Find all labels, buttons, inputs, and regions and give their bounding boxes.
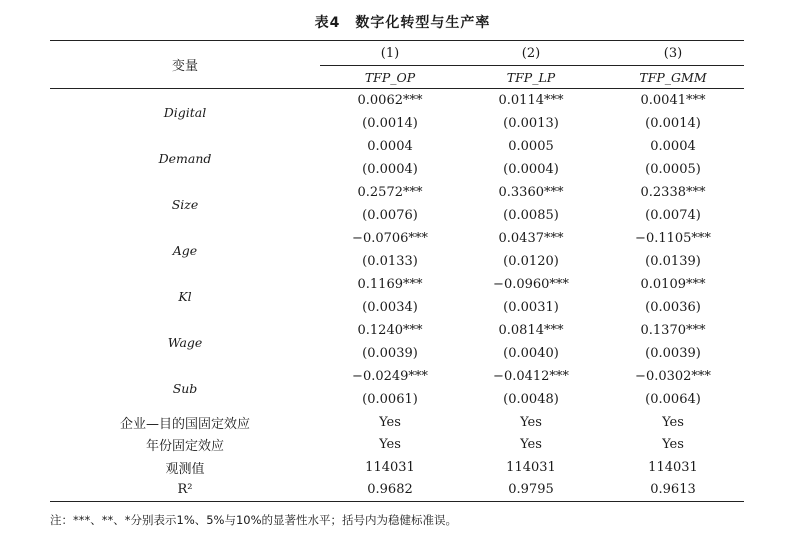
value-cell: Yes xyxy=(520,414,542,430)
se-cell: (0.0014) xyxy=(645,116,701,131)
se-cell: (0.0039) xyxy=(645,346,701,361)
se-cell: (0.0040) xyxy=(503,346,559,361)
coef-cell: −0.0960*** xyxy=(493,277,569,292)
table-row xyxy=(50,273,744,296)
col-model-1: TFP_OP xyxy=(320,66,460,89)
row-label: 年份固定效应 xyxy=(145,439,224,455)
table-row xyxy=(50,227,744,250)
row-label-header: 变量 xyxy=(50,41,320,89)
variable-name: Demand xyxy=(158,150,212,166)
table-row xyxy=(50,181,744,204)
value-cell: 0.9682 xyxy=(320,479,460,502)
se-cell: (0.0034) xyxy=(362,300,418,315)
table-row xyxy=(50,135,744,158)
coef-cell: 0.1169*** xyxy=(357,277,423,292)
row-label: 观测值 xyxy=(165,461,205,477)
se-cell: (0.0120) xyxy=(503,254,559,269)
table-note: 注：***、**、*分别表示1%、5%与10%的显著性水平；括号内为稳健标准误。 xyxy=(50,513,458,527)
col-number-1: (1) xyxy=(320,41,460,66)
se-cell: (0.0004) xyxy=(362,162,418,177)
se-cell: (0.0039) xyxy=(362,346,418,361)
col-model-3: TFP_GMM xyxy=(602,66,744,89)
row-label: R² xyxy=(50,479,320,502)
se-cell: (0.0074) xyxy=(645,208,701,223)
value-cell: Yes xyxy=(520,437,542,453)
col-number-2: (2) xyxy=(460,41,602,66)
variable-name: Age xyxy=(172,242,198,258)
variable-name: Kl xyxy=(178,288,192,304)
table-row-r-squared xyxy=(50,479,744,502)
se-cell: (0.0005) xyxy=(645,162,701,177)
coef-cell: −0.1105*** xyxy=(635,231,711,246)
se-cell: (0.0061) xyxy=(362,392,418,407)
coef-cell: −0.0302*** xyxy=(635,369,711,384)
col-model-2: TFP_LP xyxy=(460,66,602,89)
variable-name: Wage xyxy=(167,334,203,350)
coef-cell: 0.0062*** xyxy=(357,93,423,108)
value-cell: Yes xyxy=(379,437,401,453)
coef-cell: 0.3360*** xyxy=(498,185,564,200)
coef-cell: −0.0706*** xyxy=(352,231,428,246)
table-row xyxy=(50,89,744,113)
se-cell: (0.0004) xyxy=(503,162,559,177)
table-row-observations xyxy=(50,456,744,479)
coef-cell: 0.0041*** xyxy=(640,93,706,108)
variable-name: Sub xyxy=(172,380,198,396)
table-title: 表4 数字化转型与生产率 xyxy=(314,15,491,31)
value-cell: 114031 xyxy=(506,459,556,475)
value-cell: Yes xyxy=(662,437,684,453)
coef-cell: 0.1370*** xyxy=(640,323,706,338)
se-cell: (0.0014) xyxy=(362,116,418,131)
table-row-year-fe xyxy=(50,434,744,457)
se-cell: (0.0013) xyxy=(503,116,559,131)
col-number-3: (3) xyxy=(602,41,744,66)
coef-cell: −0.0249*** xyxy=(352,369,428,384)
coef-cell: 0.0814*** xyxy=(498,323,564,338)
coef-cell: 0.0109*** xyxy=(640,277,706,292)
se-cell: (0.0139) xyxy=(645,254,701,269)
value-cell: 114031 xyxy=(648,459,698,475)
header-row-numbers xyxy=(50,41,744,66)
se-cell: (0.0048) xyxy=(503,392,559,407)
coef-cell: 0.1240*** xyxy=(357,323,423,338)
variable-name: Size xyxy=(171,196,199,212)
coef-cell: 0.0004 xyxy=(367,139,413,154)
se-cell: (0.0133) xyxy=(362,254,418,269)
variable-name: Digital xyxy=(163,104,207,120)
value-cell: 0.9795 xyxy=(460,479,602,502)
coef-cell: 0.0004 xyxy=(650,139,696,154)
coef-cell: 0.2572*** xyxy=(357,185,423,200)
table-row xyxy=(50,319,744,342)
table-row-firm-fe xyxy=(50,411,744,434)
value-cell: 114031 xyxy=(365,459,415,475)
se-cell: (0.0064) xyxy=(645,392,701,407)
value-cell: Yes xyxy=(379,414,401,430)
se-cell: (0.0085) xyxy=(503,208,559,223)
coef-cell: 0.0005 xyxy=(508,139,554,154)
regression-table xyxy=(50,40,744,502)
table-row xyxy=(50,365,744,388)
coef-cell: −0.0412*** xyxy=(493,369,569,384)
row-label: 企业—目的国固定效应 xyxy=(119,416,250,432)
coef-cell: 0.2338*** xyxy=(640,185,706,200)
se-cell: (0.0076) xyxy=(362,208,418,223)
value-cell: Yes xyxy=(662,414,684,430)
coef-cell: 0.0114*** xyxy=(498,93,564,108)
coef-cell: 0.0437*** xyxy=(498,231,564,246)
value-cell: 0.9613 xyxy=(602,479,744,502)
se-cell: (0.0036) xyxy=(645,300,701,315)
se-cell: (0.0031) xyxy=(503,300,559,315)
